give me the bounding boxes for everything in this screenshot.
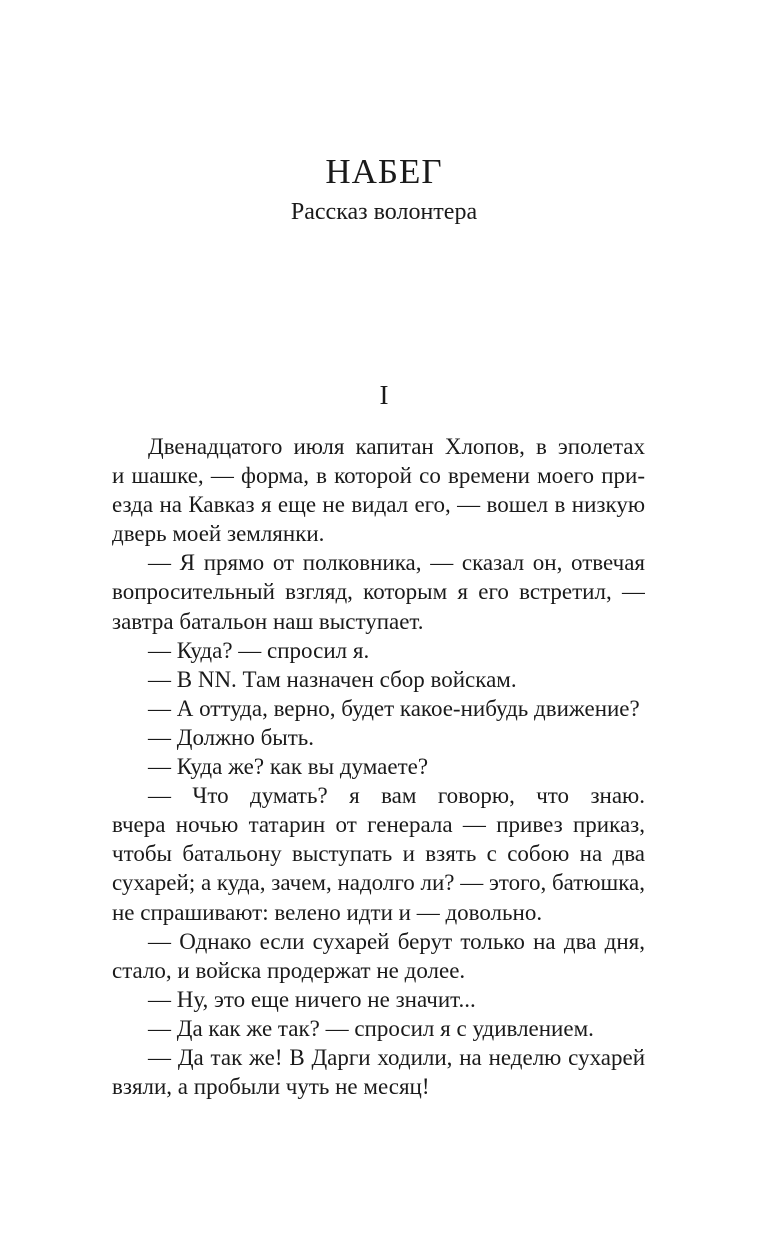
text-line: — Должно быть. <box>148 724 315 750</box>
text-line: не спрашивают: велено идти и — довольно. <box>112 899 543 925</box>
text-line: — Куда? — спросил я. <box>148 637 370 663</box>
text-line: вчера ночью татарин от генерала — привез приказ, <box>112 812 645 838</box>
text-line: — Что думать? я вам говорю, что знаю. <box>148 783 645 809</box>
text-line: дверь моей землянки. <box>112 521 325 547</box>
text-line: — Да как же так? — спросил я с удивлением. <box>148 1015 594 1041</box>
text-line: чтобы батальону выступать и взять с собою на два <box>112 841 645 867</box>
text-line: — А оттуда, верно, будет какое-нибудь движение? <box>148 695 640 721</box>
story-title: НАБЕГ <box>325 152 443 191</box>
text-line: — Я прямо от полковника, — сказал он, отвечая <box>148 550 645 576</box>
text-line: — Да так же! В Дарги ходили, на неделю сухарей <box>148 1044 645 1070</box>
text-line: стало, и войска продержат не долее. <box>112 957 466 983</box>
chapter-number: I <box>379 380 389 410</box>
text-line: езда на Кавказ я еще не видал его, — вошел в низкую <box>112 492 645 518</box>
body-text <box>112 432 645 1101</box>
text-line: — Ну, это еще ничего не значит... <box>148 986 476 1012</box>
text-line: — Куда же? как вы думаете? <box>148 754 429 780</box>
text-line: завтра батальон наш выступает. <box>112 608 424 634</box>
story-subtitle: Рассказ волонтера <box>290 199 478 225</box>
text-line: сухарей; а куда, зачем, надолго ли? — этого, батюшка, <box>112 870 645 896</box>
text-line: взяли, а пробыли чуть не месяц! <box>112 1074 430 1100</box>
text-line: Двенадцатого июля капитан Хлопов, в эполетах <box>148 434 645 459</box>
text-line: — В NN. Там назначен сбор войскам. <box>148 666 517 692</box>
text-line: вопросительный взгляд, которым я его встретил, — <box>112 579 645 605</box>
text-line: — Однако если сухарей берут только на два дня, <box>148 928 645 954</box>
text-line: и шашке, — форма, в которой со времени моего при- <box>112 463 645 489</box>
